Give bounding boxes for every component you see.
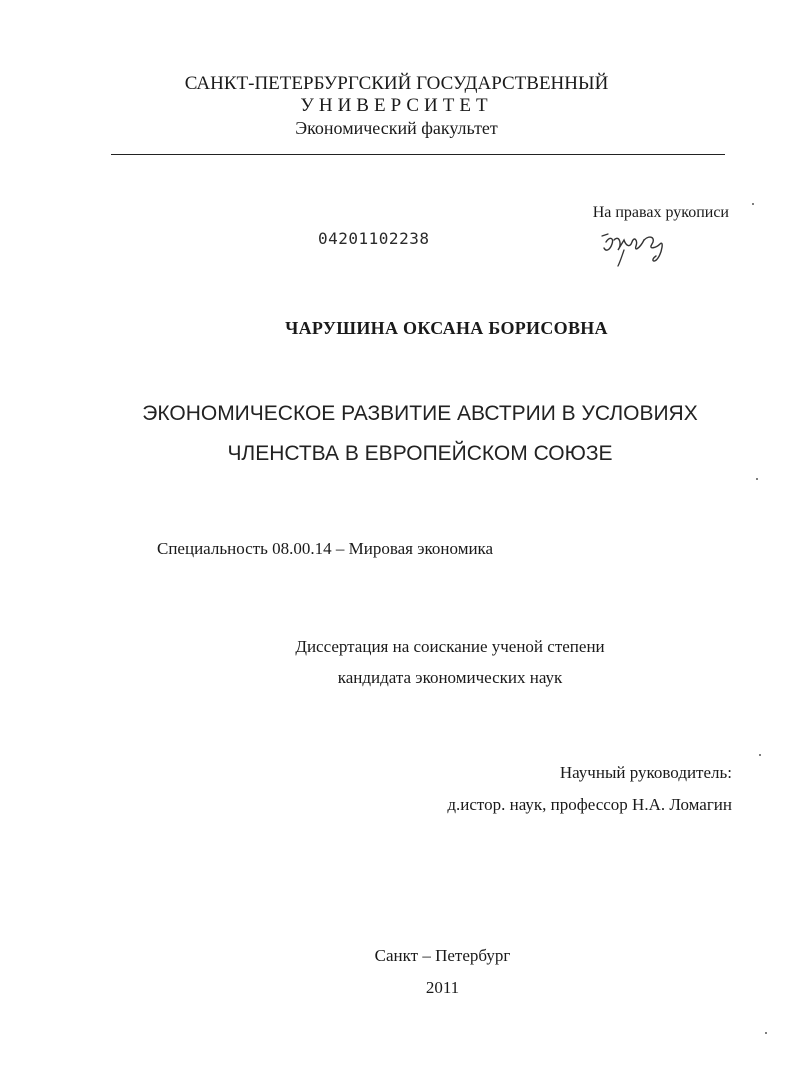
thesis-title-line1: ЭКОНОМИЧЕСКОЕ РАЗВИТИЕ АВСТРИИ В УСЛОВИЯХ <box>142 402 698 425</box>
dissertation-line1: Диссертация на соискание ученой степени <box>295 637 605 656</box>
dissertation-line2: кандидата экономических наук <box>337 668 563 687</box>
thesis-title-line2: ЧЛЕНСТВА В ЕВРОПЕЙСКОМ СОЮЗЕ <box>227 442 613 465</box>
handwritten-signature <box>600 226 670 275</box>
supervisor-label: Научный руководитель: <box>559 763 732 782</box>
manuscript-rights-note: На правах рукописи <box>592 204 729 221</box>
faculty-name: Экономический факультет <box>295 118 498 138</box>
thesis-title <box>0 394 793 474</box>
institution-name-line2: УНИВЕРСИТЕТ <box>300 95 493 116</box>
supervisor-name: д.истор. наук, профессор Н.А. Ломагин <box>447 795 732 814</box>
scan-speck <box>759 754 761 756</box>
supervisor-block <box>447 757 732 821</box>
dissertation-degree <box>0 631 793 693</box>
scan-speck <box>765 1032 767 1034</box>
scan-speck <box>752 203 754 205</box>
archive-number-stamp: 04201102238 <box>318 229 430 248</box>
place-and-year <box>0 940 793 1004</box>
author-name: ЧАРУШИНА ОКСАНА БОРИСОВНА <box>285 318 608 338</box>
year: 2011 <box>425 978 460 997</box>
specialty-line: Специальность 08.00.14 – Мировая экономика <box>157 539 494 558</box>
city: Санкт – Петербург <box>374 946 511 965</box>
institution-name-line1: САНКТ-ПЕТЕРБУРГСКИЙ ГОСУДАРСТВЕННЫЙ <box>184 73 609 94</box>
scan-speck <box>756 478 758 480</box>
header-divider <box>111 154 725 155</box>
